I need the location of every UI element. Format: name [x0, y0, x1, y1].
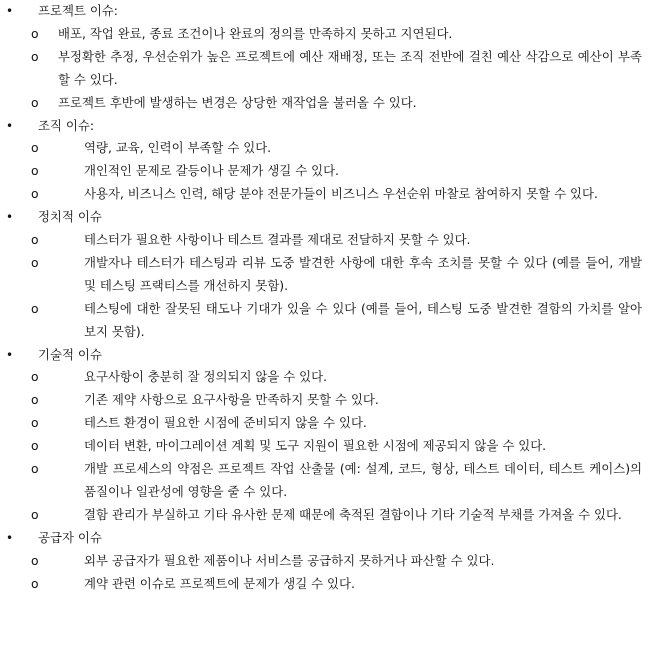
list-item-text: 개인적인 문제로 갈등이나 문제가 생길 수 있다. — [84, 163, 339, 179]
sub-bullet-icon: o — [31, 232, 39, 248]
section-heading — [0, 344, 666, 367]
sub-bullet-icon: o — [31, 461, 39, 477]
list-item — [0, 366, 666, 389]
list-item — [0, 298, 666, 344]
list-item-text: 결함 관리가 부실하고 기타 유사한 문제 때문에 축적된 결함이나 기타 기술적 부채를 가져올 수 있다. — [84, 506, 622, 522]
section-title: 조직 이슈: — [38, 117, 94, 133]
sub-bullet-icon: o — [31, 392, 39, 408]
list-item — [0, 183, 666, 206]
list-item-text: 프로젝트 후반에 발생하는 변경은 상당한 재작업을 불러올 수 있다. — [58, 94, 417, 110]
section-title: 정치적 이슈 — [38, 209, 102, 225]
list-item-text: 역량, 교육, 인력이 부족할 수 있다. — [84, 140, 272, 156]
list-item — [0, 160, 666, 183]
bullet-icon: • — [6, 210, 14, 225]
sub-bullet-icon: o — [31, 48, 39, 64]
list-item-text: 개발 프로세스의 약점은 프로젝트 작업 산출물 (예: 설계, 코드, 형상, 테스트 데이터, 테스트 케이스)의 품질이나 일관성에 영향을 줄 수 있다. — [84, 461, 642, 499]
bullet-icon: • — [6, 4, 14, 18]
list-item — [0, 137, 666, 160]
sub-bullet-icon: o — [31, 575, 39, 591]
list-item — [0, 573, 666, 596]
section-heading — [0, 0, 666, 23]
list-item — [0, 92, 666, 115]
sub-bullet-icon: o — [31, 415, 39, 431]
list-item-text: 개발자나 테스터가 테스팅과 리뷰 도중 발견한 사항에 대한 후속 조치를 못할 수 있다 (예를 들어, 개발 및 테스팅 프랙티스를 개선하지 못함). — [84, 254, 642, 293]
sub-bullet-icon: o — [31, 506, 39, 522]
section-title: 프로젝트 이슈: — [38, 3, 118, 18]
list-item-text: 사용자, 비즈니스 인력, 해당 분야 전문가들이 비즈니스 우선순위 마찰로 참여하지 못할 수 있다. — [84, 186, 598, 202]
list-item-text: 기존 제약 사항으로 요구사항을 만족하지 못할 수 있다. — [84, 392, 379, 408]
list-item — [0, 550, 666, 573]
list-item-text: 부정확한 추정, 우선순위가 높은 프로젝트에 예산 재배정, 또는 조직 전반에 걸친 예산 삭감으로 예산이 부족할 수 있다. — [58, 48, 642, 87]
list-item-text: 테스트 환경이 필요한 시점에 준비되지 않을 수 있다. — [84, 415, 367, 431]
section-title: 기술적 이슈 — [38, 346, 102, 362]
sub-bullet-icon: o — [31, 25, 39, 41]
section-heading — [0, 115, 666, 138]
sub-bullet-icon: o — [31, 300, 39, 316]
sub-bullet-icon: o — [31, 552, 39, 568]
list-item — [0, 504, 666, 527]
list-item — [0, 46, 666, 92]
list-item — [0, 435, 666, 458]
sub-bullet-icon: o — [31, 94, 39, 110]
list-item — [0, 23, 666, 46]
list-item — [0, 389, 666, 412]
list-item — [0, 412, 666, 435]
sub-bullet-icon: o — [31, 438, 39, 454]
list-item-text: 테스팅에 대한 잘못된 태도나 기대가 있을 수 있다 (예를 들어, 테스팅 도중 발견한 결함의 가치를 알아보지 못함). — [84, 300, 642, 339]
list-item-text: 외부 공급자가 필요한 제품이나 서비스를 공급하지 못하거나 파산할 수 있다. — [84, 552, 495, 568]
list-item-text: 요구사항이 충분히 잘 정의되지 않을 수 있다. — [84, 369, 328, 385]
bullet-icon: • — [6, 118, 14, 133]
bullet-icon: • — [6, 347, 14, 362]
list-item-text: 배포, 작업 완료, 종료 조건이나 완료의 정의를 만족하지 못하고 지연된다. — [58, 25, 453, 41]
sub-bullet-icon: o — [31, 140, 39, 156]
list-item — [0, 252, 666, 298]
list-item — [0, 229, 666, 252]
list-item-text: 데이터 변환, 마이그레이션 계획 및 도구 지원이 필요한 시점에 제공되지 않을 수 있다. — [84, 438, 547, 454]
sub-bullet-icon: o — [31, 163, 39, 179]
sub-bullet-icon: o — [31, 369, 39, 385]
list-item-text: 테스터가 필요한 사항이나 테스트 결과를 제대로 전달하지 못할 수 있다. — [84, 232, 471, 248]
section-heading — [0, 206, 666, 229]
sub-bullet-icon: o — [31, 186, 39, 202]
list-item-text: 계약 관련 이슈로 프로젝트에 문제가 생길 수 있다. — [84, 575, 355, 591]
sub-bullet-icon: o — [31, 254, 39, 270]
section-title: 공급자 이슈 — [38, 529, 102, 545]
bullet-icon: • — [6, 530, 14, 545]
list-item — [0, 458, 666, 504]
section-heading — [0, 527, 666, 550]
